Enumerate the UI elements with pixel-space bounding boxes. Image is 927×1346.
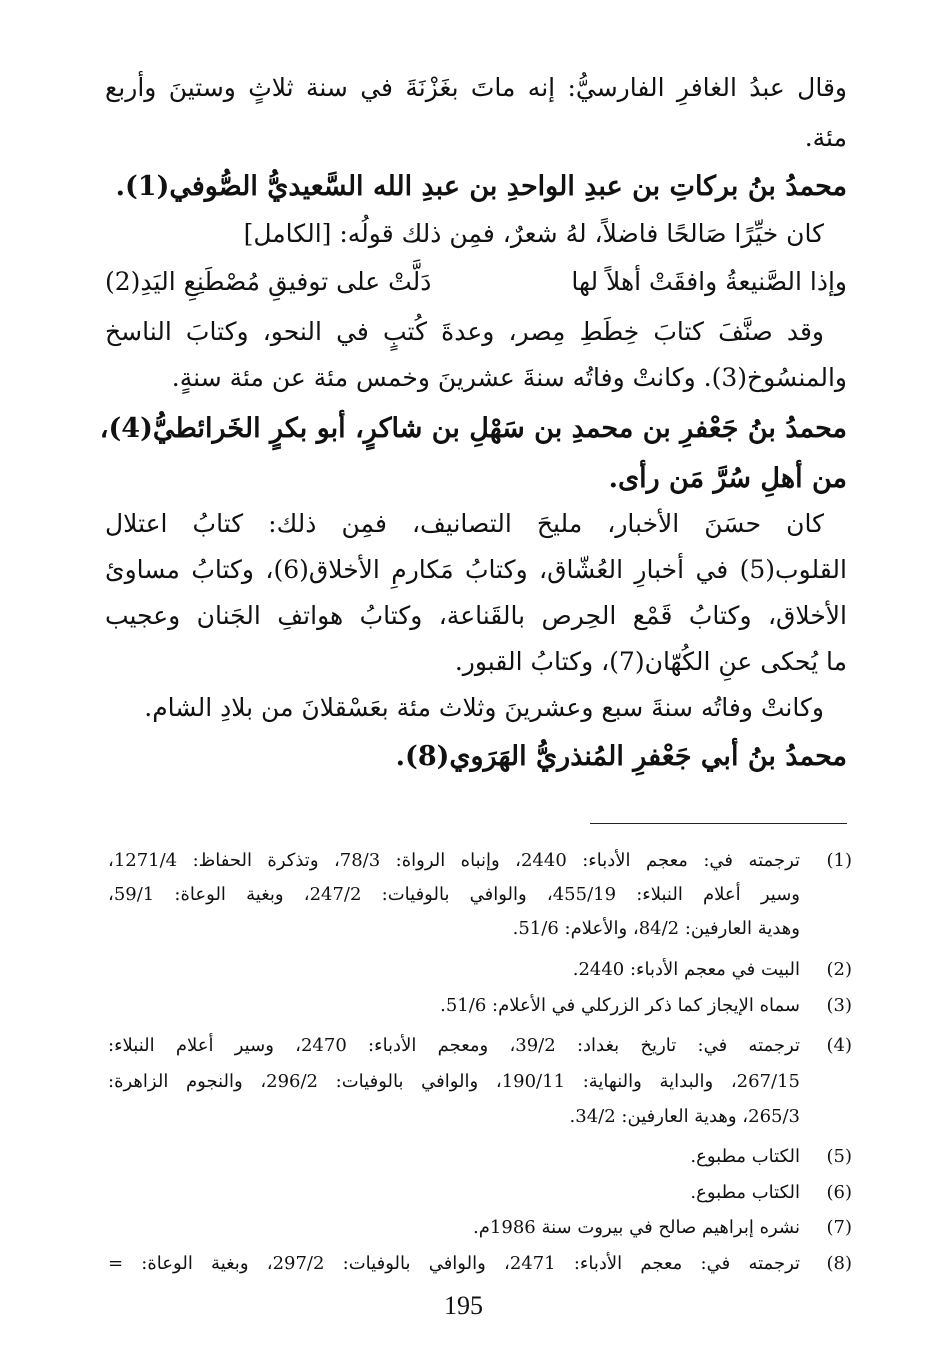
entry-heading: محمدُ بنُ أبي جَعْفرِ المُنذريُّ الهَرَوي(8). <box>395 741 847 772</box>
verse-second-hemistich: دَلَّتْ على توفيقِ مُصْطَنِعِ اليَدِ(2) <box>105 267 432 296</box>
footnote-number: (5) <box>826 1146 852 1167</box>
body-line: كان حسَنَ الأخبار، مليحَ التصانيف، فمِن ذلك: كتابُ اعتلال <box>105 509 824 538</box>
footnote-number: (7) <box>826 1217 852 1238</box>
footnote-text: البيت في معجم الأدباء: 2440. <box>572 959 800 980</box>
footnote-line <box>108 915 800 943</box>
body-line: القلوب(5) في أخبارِ العُشّاق، وكتابُ مَكارمِ الأخلاق(6)، وكتابُ مساوئ <box>105 555 847 584</box>
footnote-line <box>108 1214 852 1242</box>
footnote-text: الكتاب مطبوع. <box>690 1182 800 1203</box>
body-line: ما يُحكى عنِ الكُهّان(7)، وكتابُ القبور. <box>454 647 847 676</box>
footnote-line <box>108 1179 852 1207</box>
footnote-number: (3) <box>826 995 852 1016</box>
body-line: وكانتْ وفاتُه سنةَ سبع وعشرينَ وثلاث مئة بعَسْقلانَ من بلادِ الشام. <box>144 693 824 722</box>
entry-heading: محمدُ بنُ بركاتِ بن عبدِ الواحدِ بن عبدِ الله السَّعيديُّ الصُّوفي(1). <box>115 171 847 202</box>
footnote-line <box>108 1032 852 1060</box>
footnote-number: (6) <box>826 1182 852 1203</box>
footnote-text: الكتاب مطبوع. <box>690 1146 800 1167</box>
footnote-text: وهدية العارفين: 84/2، والأعلام: 51/6. <box>512 918 800 939</box>
entry-heading: من أهلِ سُرَّ مَن رأى. <box>608 463 847 494</box>
footnote-number: (4) <box>826 1035 852 1056</box>
verse-first-hemistich: وإذا الصَّنيعةُ وافقَتْ أهلاً لها <box>571 267 847 296</box>
footnote-line <box>108 1143 852 1171</box>
footnote-number: (1) <box>826 850 852 871</box>
page-number: 195 <box>444 1291 483 1320</box>
footnote-text: سماه الإيجاز كما ذكر الزركلي في الأعلام: 51/6. <box>440 995 800 1016</box>
body-line: وقال عبدُ الغافرِ الفارسيُّ: إنه ماتَ بغَزْنَةَ في سنة ثلاثٍ وستينَ وأربع <box>105 73 847 102</box>
footnote-line <box>108 992 852 1020</box>
footnote-text: ترجمته في: معجم الأدباء: 2440، وإنباه الرواة: 78/3، وتذكرة الحفاظ: 1271/4، <box>108 850 801 871</box>
footnote-line <box>108 847 852 875</box>
footnote-line <box>108 881 800 909</box>
footnote-line <box>108 1103 800 1131</box>
body-line: الأخلاق، وكتابُ قَمْع الحِرص بالقَناعة، وكتابُ هواتفِ الجَنان وعجيب <box>105 601 847 630</box>
footnote-number: (8) <box>826 1253 852 1274</box>
footnote-line <box>108 1250 852 1278</box>
body-line: كان خيِّرًا صَالحًا فاضلاً، لهُ شعرٌ، فمِن ذلك قولُه: [الكامل] <box>243 219 824 248</box>
footnote-text: وسير أعلام النبلاء: 455/19، والوافي بالوفيات: 247/2، وبغية الوعاة: 59/1، <box>108 884 800 905</box>
verse-line <box>105 264 847 300</box>
footnote-line <box>108 1068 800 1096</box>
entry-heading: محمدُ بنُ جَعْفرِ بن محمدِ بن سَهْلِ بن شاكرٍ، أبو بكرٍ الخَرائطيُّ(4)، <box>99 413 847 444</box>
footnote-number: (2) <box>826 959 852 980</box>
footnote-line <box>108 956 852 984</box>
footnote-separator <box>590 823 847 824</box>
footnote-text: 265/3، وهدية العارفين: 34/2. <box>569 1106 800 1127</box>
footnote-text: ترجمته في: معجم الأدباء: 2471، والوافي بالوفيات: 297/2، وبغية الوعاة: = <box>108 1253 801 1274</box>
body-line: مئة. <box>804 123 847 152</box>
footnote-text: 267/15، والبداية والنهاية: 190/11، والوافي بالوفيات: 296/2، والنجوم الزاهرة: <box>108 1071 800 1092</box>
body-line: والمنسُوخ(3). وكانتْ وفاتُه سنةَ عشرينَ وخمس مئة عن مئة سنةٍ. <box>171 363 847 392</box>
footnote-text: ترجمته في: تاريخ بغداد: 39/2، ومعجم الأدباء: 2470، وسير أعلام النبلاء: <box>108 1035 800 1056</box>
body-line: وقد صنَّفَ كتابَ خِطَطِ مِصر، وعدةَ كُتبٍ في النحو، وكتابَ الناسخ <box>105 317 824 346</box>
footnote-text: نشره إبراهيم صالح في بيروت سنة 1986م. <box>473 1217 800 1238</box>
